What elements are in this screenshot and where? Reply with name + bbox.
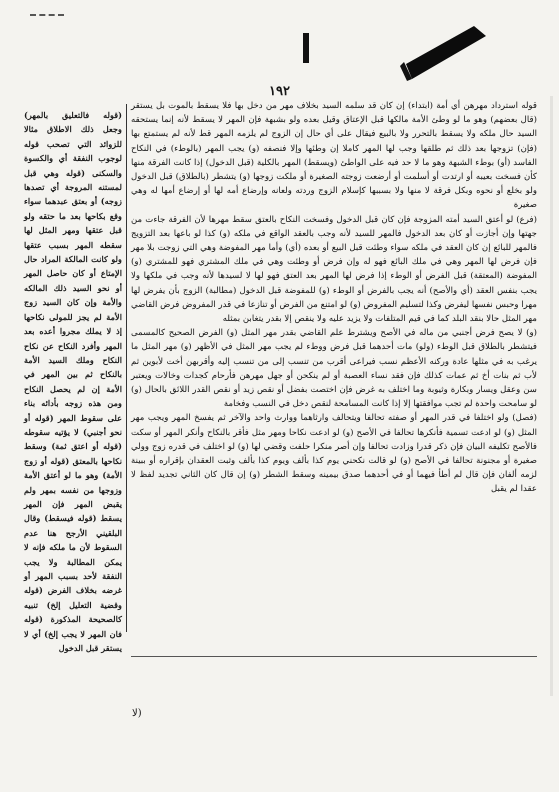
paragraph: قوله استرداد مهرهن أي أمة (ابتداء) إن كان قد سلمه السيد بخلاف مهر من دخل بها فلا يسقط بالموت بل يستقر (قال بعضهم) وهو ما لو وطئ الأمة مالكها قبل الإعتاق وقيل بعده ولو بشبهة فإن المهر لا يسقط لأنه إنما يستحقه السيد حال ملكه ولا يسقط بالتحرر ولا بالبيع فيقال على أي حال إن الزوج لم يلزمه المهر قط لأنه لم يستمتع بها (فإن) تزوجها بعد ذلك ثم طلقها وجب لها المهر كاملا إن وطئها وإلا فنصفه (و) يجب المهر (بالوطء) في النكاح الفاسد (أو) بوطء الشبهة وهو ما لا حد فيه على الواطئ (ويسقط) المهر بالكلية (قبل الدخول) إذا كانت الفرقة منها كأن فسخت بعيبه أو ارتدت أو أسلمت أو أرضعت زوجته الصغيرة أو ملكت زوجها (و) يتشطر (بالطلاق) قبل الدخول ولو بخلع أو نحوه وبكل فرقة لا منها ولا بسببها كإسلام الزوج وردته ولعانه وإرضاع أمه لها أو إرضاع أمها له وهي صغيرة — [131, 101, 537, 211]
main-text — [131, 99, 537, 497]
page-number: ١٩٢ — [269, 84, 290, 99]
catchword: (لا — [132, 708, 142, 719]
page-edge-shadow — [550, 96, 553, 696]
paragraph: (فرع) لو أعتق السيد أمته المزوجة فإن كان قبل الدخول وفسخت النكاح بالعتق سقط مهرها لأن الفرقة جاءت من جهتها وإن أجازت أو كان بعد الدخول فالمهر للسيد لأنه وجب بالعقد الواقع في ملكه (و) كذا لو باعها بعد التزويج فالمهر للبائع إن كان العقد في ملكه سواء وطئت قبل البيع أو بعده (أي) وأما مهر المفوضة وهي التي زوجت بلا مهر فإن فرض لها المهر وهي في ملك البائع فهو له وإن فرض أو وطئت وهي في ملك المشتري فهو للمشتري (و) المفوضة (المعتقة) قبل الفرض أو الوطء إذا فرض لها المهر بعد العتق فهو لها لا لسيدها لأنه وجب في ملكها ولا يجب بنفس العقد (أي والأصح) أنه يجب بالفرض أو الوطء (و) للمفوضة قبل الدخول (مطالبة) الزوج بأن يفرض لها مهرا وحبس نفسها ليفرض وكذا لتسليم المفروض (و) لو امتنع من الفرض أو تنازعا في قدر المفروض فرض القاضي مهر المثل حالا بنقد البلد كما في قيم المتلفات ولا يزيد عليه ولا ينقص إلا بقدر يتغابن بمثله — [131, 214, 537, 325]
margin-commentary: (قوله فالتعليق بالمهر) وجعل ذلك الاطلاق مثالا للزوائد التي تصحب قوله لوجوب النفقة أي والكسوة والسكنى (قوله وهي قبل لمستنه المروجة أي تصدها زوجه) أو بعتق عبدهما سواء وقع بكاحها بعد ما حتقه ولو قبل عتقها ومهر المثل لها سقطه المهر بسبب عتقها ولو كانت المالكة المراد حال الإمتاع أو كان حاصل المهر أو نحو السيد ذلك المالكه والأمة وإن كان السيد زوج الأمة لم يجز للمولى نكاحها إذ لا يملك مجروا أعده بعد المهر وأفرد النكاح عن نكاح النكاح وملك السيد الأمة بالنكاح ثم بين المهر في الأمة إن لم يحصل النكاح ومن هذه زوجه بأدائه بناء على سقوط المهر (قوله أو نحو أجنبي) لا يؤتيه سقوطه (قوله أو اعتق ثمة) وسقط نكاحها بالمعتق (قوله أو زوج الأمة) وهو ما لو أعتق الأمة وزوجها من نفسه بمهر ولم يقبض المهر فإن المهر يسقط (قوله فيسقط) وقال البلقيني الأرجح هنا عدم السقوط لأن ما ملكه فإنه لا يمكن المطالبة ولا يجب النفقة لأحد بسبب المهر أو غرضه بخلاف الفرض (قوله وقضية التعليل إلخ) تنبيه كالصحيحة المذكورة (قوله فان المهر لا يجب إلخ) أي لا يستقر قبل الدخول — [24, 110, 122, 654]
paragraph: (و) لا يصح فرض أجنبي من ماله في الأصح ويشترط علم القاضي بقدر مهر المثل (و) الفرض الصحيح كالمسمى فيتشطر بالطلاق قبل الوطء (ولو) مات أحدهما قبل فرض ووطء لم يجب مهر المثل في الأظهر (و) مهر المثل ما يرغب به في مثلها عادة وركنه الأعظم نسب فيراعى أقرب من تنسب إلى من تنسب إليه وأقربهن أخت لأبوين ثم لأب ثم بنات أخ ثم عمات كذلك فإن فقد نساء العصبة أو لم ينكحن أو جهل مهرهن فأرحام كجدات وخالات ويعتبر سن وعقل ويسار وبكارة وثيوبة وما اختلف به غرض فإن اختصت بفضل أو نقص زيد أو نقص القدر اللائق بالحال (و) لو سامحت واحدة لم تجب موافقتها إلا إذا كانت المسامحة لنقص دخل في النسب وفخامة — [131, 328, 537, 410]
paragraph: (فصل) ولو اختلفا في قدر المهر أو صفته تحالفا ويتحالف وارثاهما ووارث واحد والآخر ثم يفسخ المهر ويجب مهر المثل (و) لو ادعت تسمية فأنكرها تحالفا في الأصح (و) لو ادعت نكاحا ومهر مثل فأقر بالنكاح وأنكر المهر أو سكت فالأصح تكليفه البيان فإن ذكر قدرا وزادت تحالفا وإن أصر منكرا حلفت وقضي لها (و) لو اختلف في قدره زوج وولي صغيرة أو مجنونة تحالفا في الأصح (و) لو قالت نكحني يوم كذا بألف ويوم كذا بألف وثبت العقدان بإقراره أو ببينة لزمه ألفان فإن قال لم أطأ فيهما أو في أحدهما صدق بيمينه وسقط الشطر (و) إن قال كان الثاني تجديد لفظ لا عقدا لم يقبل — [131, 413, 537, 495]
bottom-rule — [131, 656, 537, 657]
column-divider — [126, 104, 127, 632]
